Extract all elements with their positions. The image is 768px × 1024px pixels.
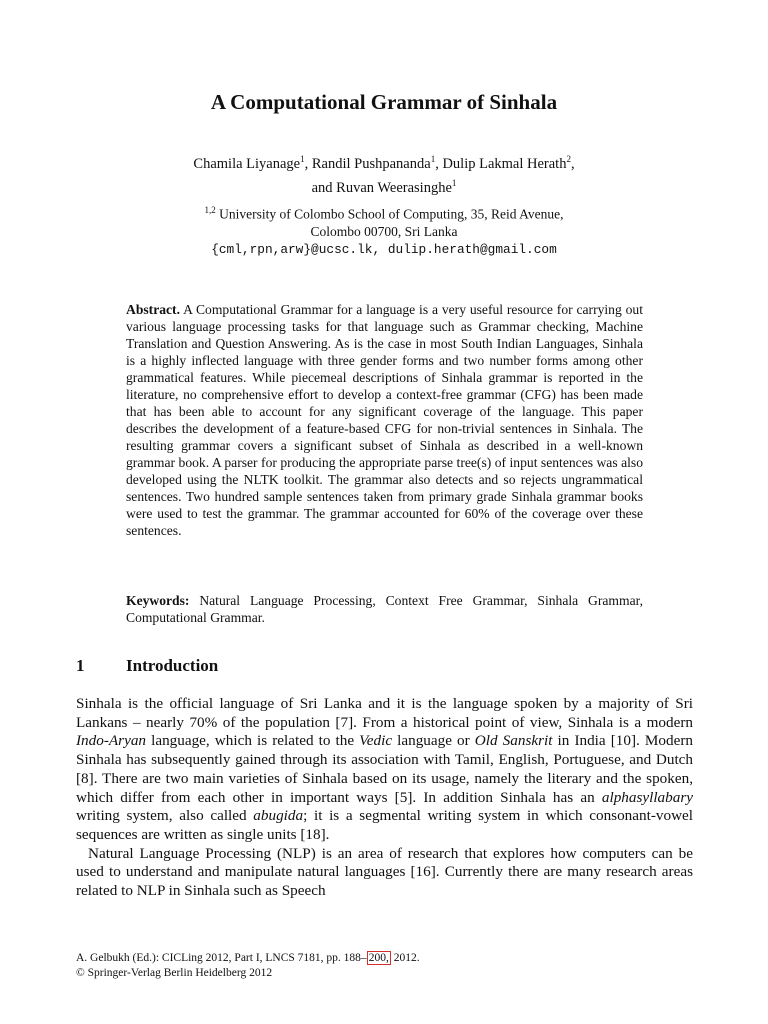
page-footer — [76, 951, 693, 981]
italic-term: Vedic — [359, 732, 393, 750]
author-affiliation-mark: 1 — [300, 154, 305, 164]
text-run: language or — [392, 732, 475, 750]
author-name: , Randil Pushpananda — [304, 155, 431, 172]
abstract-label: Abstract. — [126, 302, 180, 317]
author-separator: , — [570, 155, 575, 172]
text-run: writing system, also called — [76, 807, 254, 825]
affiliation-line: University of Colombo School of Computing, 35, Reid Avenue, — [215, 206, 564, 222]
abstract — [126, 301, 643, 539]
abstract-text: A Computational Grammar for a language is a very useful resource for carrying out various language processing tasks for that language such as Grammar checking, Machine Translation and Question Answering. As is the case in most South Indian Languages, Sinhala is a highly inflected language with three gender forms and two number forms among other grammatical features. While piecemeal descriptions of Sinhala grammar is reported in the literature, no comprehensive effort to develop a context-free grammar (CFG) has been made that has been able to account for any significant coverage of the language. This paper describes the development of a feature-based CFG for non-trivial sentences in Sinhala. The resulting grammar covers a significant subset of Sinhala as described in a well-known grammar book. A parser for producing the appropriate parse tree(s) of input sentences was also developed using the NLTK toolkit. The grammar also detects and so rejects ungrammatical sentences. Two hundred sample sentences taken from primary grade Sinhala grammar books were used to test the grammar. The grammar accounted for 60% of the coverage over these sentences. — [126, 302, 643, 538]
keywords-text: Natural Language Processing, Context Free Grammar, Sinhala Grammar, Computational Grammar. — [126, 593, 643, 625]
citation-text: A. Gelbukh (Ed.): CICLing 2012, Part I, LNCS 7181, pp. 188– — [76, 952, 367, 964]
italic-term: Old Sanskrit — [474, 732, 553, 750]
section-title: Introduction — [126, 656, 219, 675]
author-name: Chamila Liyanage — [193, 155, 301, 172]
body-text — [76, 695, 693, 901]
keywords-label: Keywords: — [126, 593, 190, 608]
copyright-notice: © Springer-Verlag Berlin Heidelberg 2012 — [76, 967, 273, 979]
affiliation-line: Colombo 00700, Sri Lanka — [310, 223, 458, 239]
author-affiliation-mark: 1 — [451, 177, 457, 188]
text-run: language, which is related to the — [146, 732, 360, 750]
paragraph: Natural Language Processing (NLP) is an area of research that explores how computers can be used to understand and manipulate natural languages [16]. Currently there are many research areas related to NLP in Sinhala such as Speech — [76, 844, 693, 900]
author-name: , Dulip Lakmal Herath — [435, 155, 567, 172]
keywords — [126, 592, 643, 626]
italic-term: abugida — [253, 807, 304, 825]
section-heading — [76, 656, 218, 676]
paper-title: A Computational Grammar of Sinhala — [210, 90, 558, 114]
paragraph — [76, 695, 693, 845]
affiliation-mark: 1,2 — [204, 205, 216, 215]
author-list — [0, 150, 768, 198]
affiliation-block — [0, 202, 768, 258]
section-number: 1 — [76, 656, 85, 675]
author-name: and Ruvan Weerasinghe — [311, 179, 452, 196]
citation-text: 2012. — [390, 952, 420, 964]
text-run: in India [10]. Modern Sinhala has subsequently gained through its association with Tamil, English, Portuguese, and Dutch [8]. There are two main varieties of Sinhala based on its usage, namely the literary and the spoken, which differ from each other in important ways [5]. In addition Sinhala has an — [76, 732, 694, 806]
italic-term: alphasyllabary — [601, 788, 693, 806]
page-range-link[interactable]: 200, — [368, 952, 389, 964]
author-affiliation-mark: 1 — [430, 154, 436, 164]
author-affiliation-mark: 2 — [566, 154, 571, 164]
text-run: Sinhala is the official language of Sri Lanka and it is the language spoken by a majority of Sri Lankans – nearly 70% of the population [7]. From a historical point of view, Sinhala is a modern — [76, 695, 693, 731]
text-run: ; it is a segmental writing system in which consonant-vowel sequences are written as single units [18]. — [76, 807, 693, 843]
italic-term: Indo-Aryan — [76, 732, 147, 750]
author-emails: {cml,rpn,arw}@ucsc.lk, dulip.herath@gmail.com — [211, 241, 557, 257]
